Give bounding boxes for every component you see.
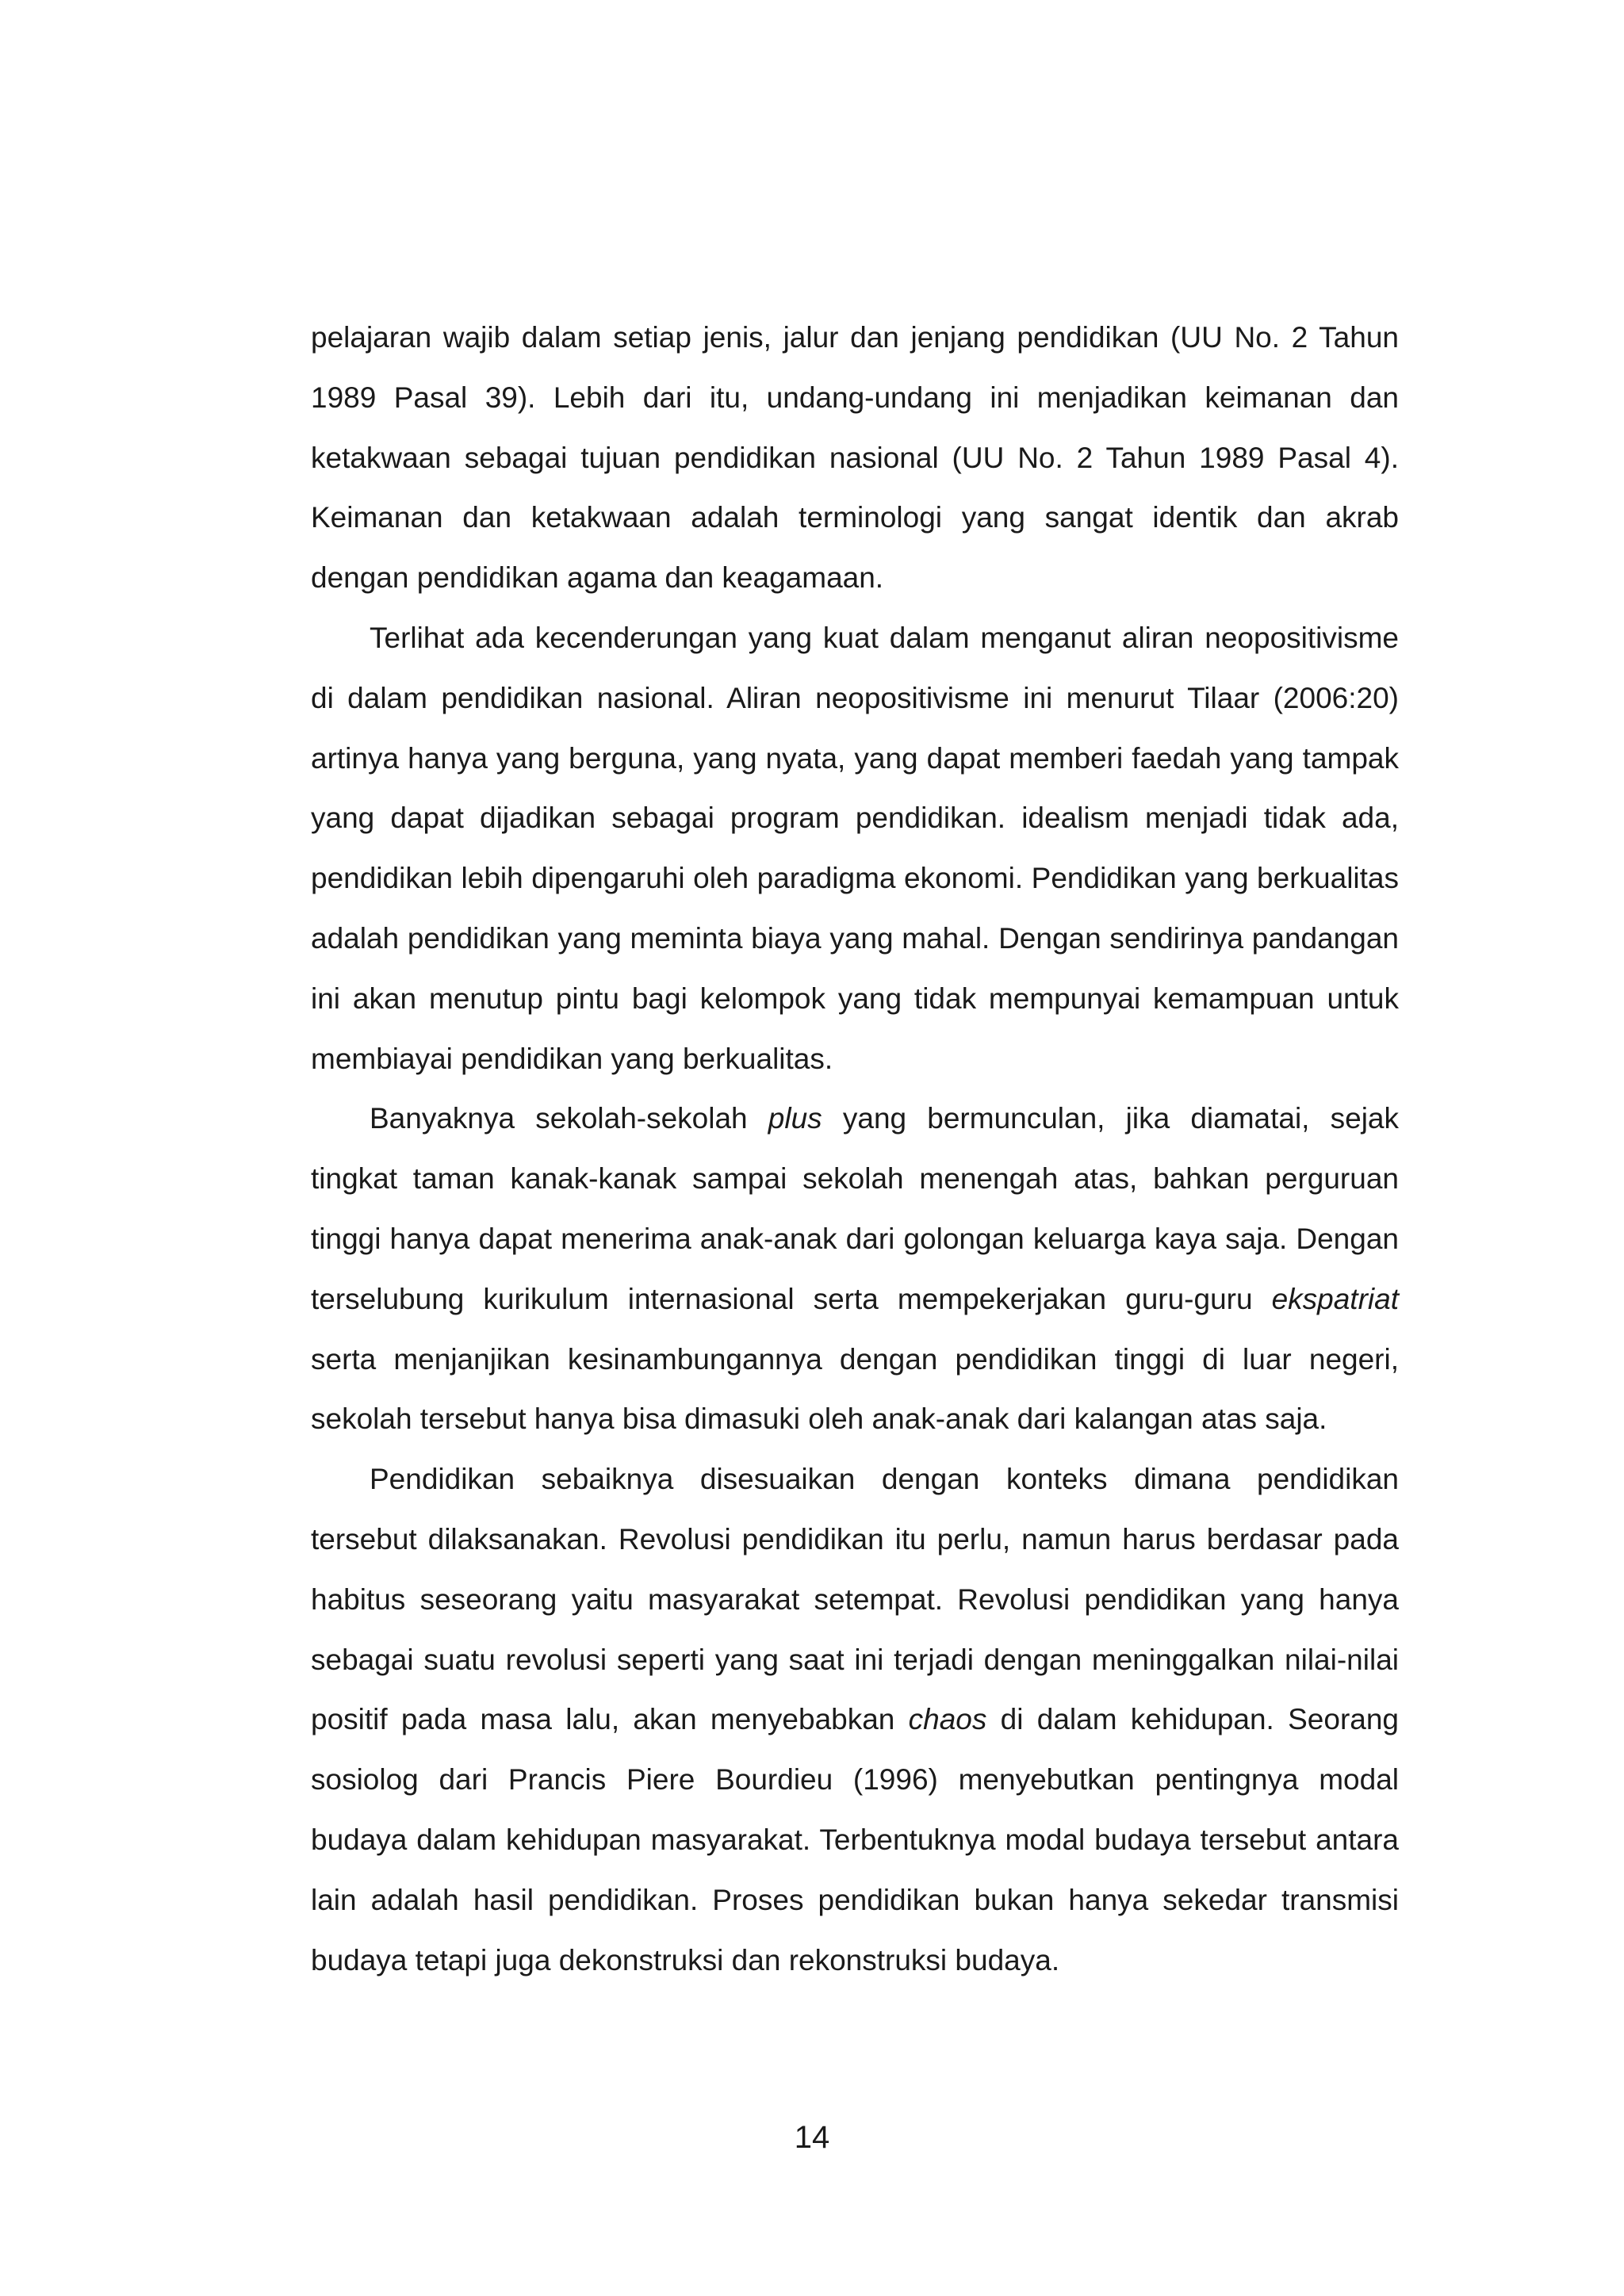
paragraph-4-text-b: di dalam kehidupan. Seorang sosiolog dari Prancis Piere Bourdieu (1996) menyebutkan pentingnya modal budaya dalam kehidupan masyarakat. Terbentuknya modal budaya tersebut antara lain adalah hasil pendidikan. Proses pendidikan bukan hanya sekedar transmisi budaya tetapi juga dekonstruksi dan rekonstruksi budaya. (311, 1703, 1400, 1976)
paragraph-3-text-b: yang bermunculan, jika diamatai, sejak tingkat taman kanak-kanak sampai sekolah menengah atas, bahkan perguruan tinggi hanya dapat menerima anak-anak dari golongan keluarga kaya saja. Dengan terselubung kurikulum internasional serta mempekerjakan guru-guru (311, 1102, 1399, 1315)
paragraph-4-text-a: Pendidikan sebaiknya disesuaikan dengan konteks dimana pendidikan tersebut dilaksanakan. Revolusi pendidikan itu perlu, namun harus berdasar pada habitus seseorang yaitu masyarakat setempat. Revolusi pendidikan yang hanya sebagai suatu revolusi seperti yang saat ini terjadi dengan meninggalkan nilai-nilai positif pada masa lalu, akan menyebabkan (311, 1463, 1399, 1736)
paragraph-2-text: Terlihat ada kecenderungan yang kuat dalam menganut aliran neopositivisme di dalam pendidikan nasional. Aliran neopositivisme ini menurut Tilaar (2006:20) artinya hanya yang berguna, yang nyata, yang dapat memberi faedah yang tampak yang dapat dijadikan sebagai program pendidikan. idealism menjadi tidak ada, pendidikan lebih dipengaruhi oleh paradigma ekonomi. Pendidikan yang berkualitas adalah pendidikan yang meminta biaya yang mahal. Dengan sendirinya pandangan ini akan menutup pintu bagi kelompok yang tidak mempunyai kemampuan untuk membiayai pendidikan yang berkualitas. (311, 621, 1399, 1075)
italic-term-ekspatriat: ekspatriat (1271, 1282, 1399, 1315)
paragraph-3 (311, 1089, 1399, 1449)
document-body (311, 308, 1399, 1990)
paragraph-1 (311, 308, 1399, 608)
paragraph-3-text-c: serta menjanjikan kesinambungannya dengan pendidikan tinggi di luar negeri, sekolah tersebut hanya bisa dimasuki oleh anak-anak dari kalangan atas saja. (311, 1342, 1399, 1436)
paragraph-3-text-a: Banyaknya sekolah-sekolah (370, 1102, 768, 1135)
paragraph-4 (311, 1449, 1399, 1990)
paragraph-1-text: pelajaran wajib dalam setiap jenis, jalur dan jenjang pendidikan (UU No. 2 Tahun 1989 Pasal 39). Lebih dari itu, undang-undang ini menjadikan keimanan dan ketakwaan sebagai tujuan pendidikan nasional (UU No. 2 Tahun 1989 Pasal 4). Keimanan dan ketakwaan adalah terminologi yang sangat identik dan akrab dengan pendidikan agama dan keagamaan. (311, 321, 1399, 595)
italic-term-chaos: chaos (908, 1703, 987, 1736)
page-number: 14 (794, 2120, 830, 2155)
italic-term-plus: plus (768, 1102, 822, 1135)
paragraph-2 (311, 608, 1399, 1089)
